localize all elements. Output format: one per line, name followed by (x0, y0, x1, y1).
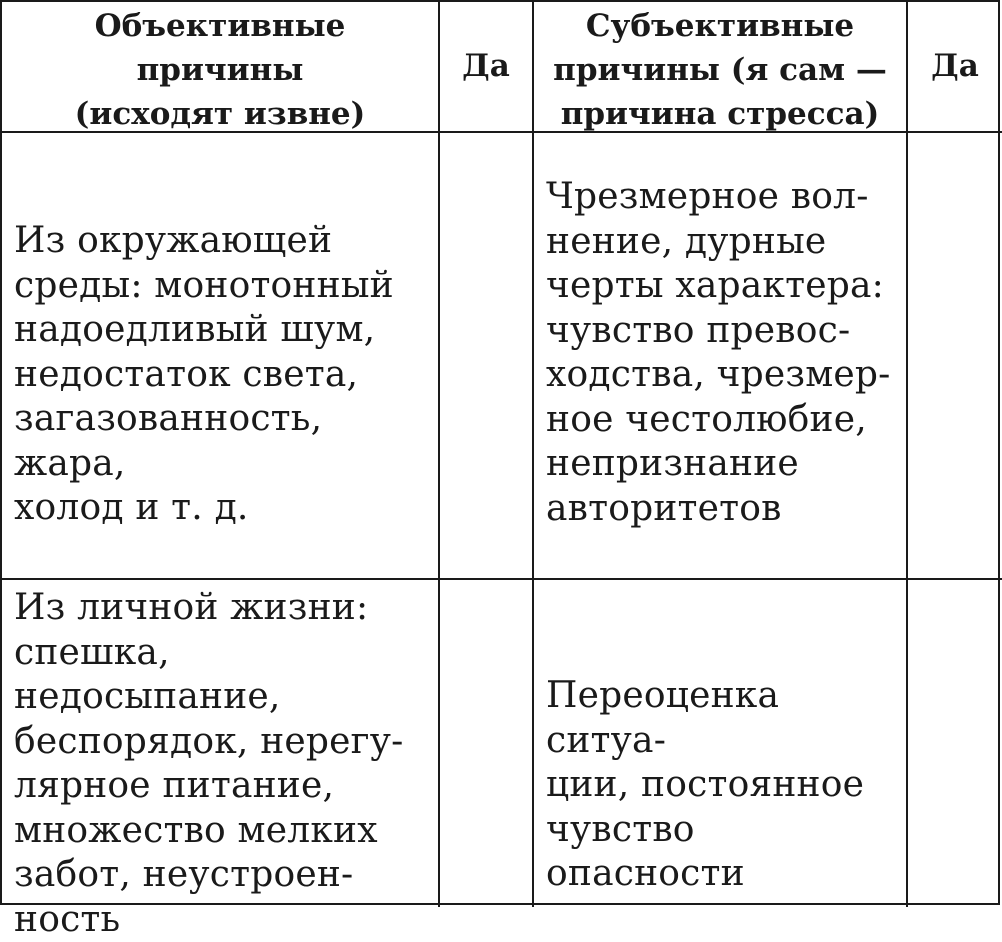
header-subjective-causes: Субъективные причины (я сам — причина стресса) (534, 2, 908, 133)
row2-subjective-cause: Переоценка ситуа- ции, постоянное чувство опасности (534, 580, 908, 907)
row1-subjective-yes-cell[interactable] (908, 133, 1002, 580)
row2-objective-cause: Из личной жизни: спешка, недосыпание, беспорядок, нерегу- лярное питание, множество мелких забот, неустроен- ность (2, 580, 440, 907)
header-objective-causes: Объективные причины (исходят извне) (2, 2, 440, 133)
row1-objective-yes-cell[interactable] (440, 133, 534, 580)
row1-objective-cause: Из окружающей среды: монотонный надоедливый шум, недостаток света, загазованность, жара, холод и т. д. (2, 133, 440, 580)
row1-subjective-cause: Чрезмерное вол- нение, дурные черты характера: чувство превос- ходства, чрезмер- ное честолюбие, непризнание авторитетов (534, 133, 908, 580)
row2-objective-yes-cell[interactable] (440, 580, 534, 907)
row2-subjective-yes-cell[interactable] (908, 580, 1002, 907)
header-objective-yes: Да (440, 2, 534, 133)
header-subjective-yes: Да (908, 2, 1002, 133)
